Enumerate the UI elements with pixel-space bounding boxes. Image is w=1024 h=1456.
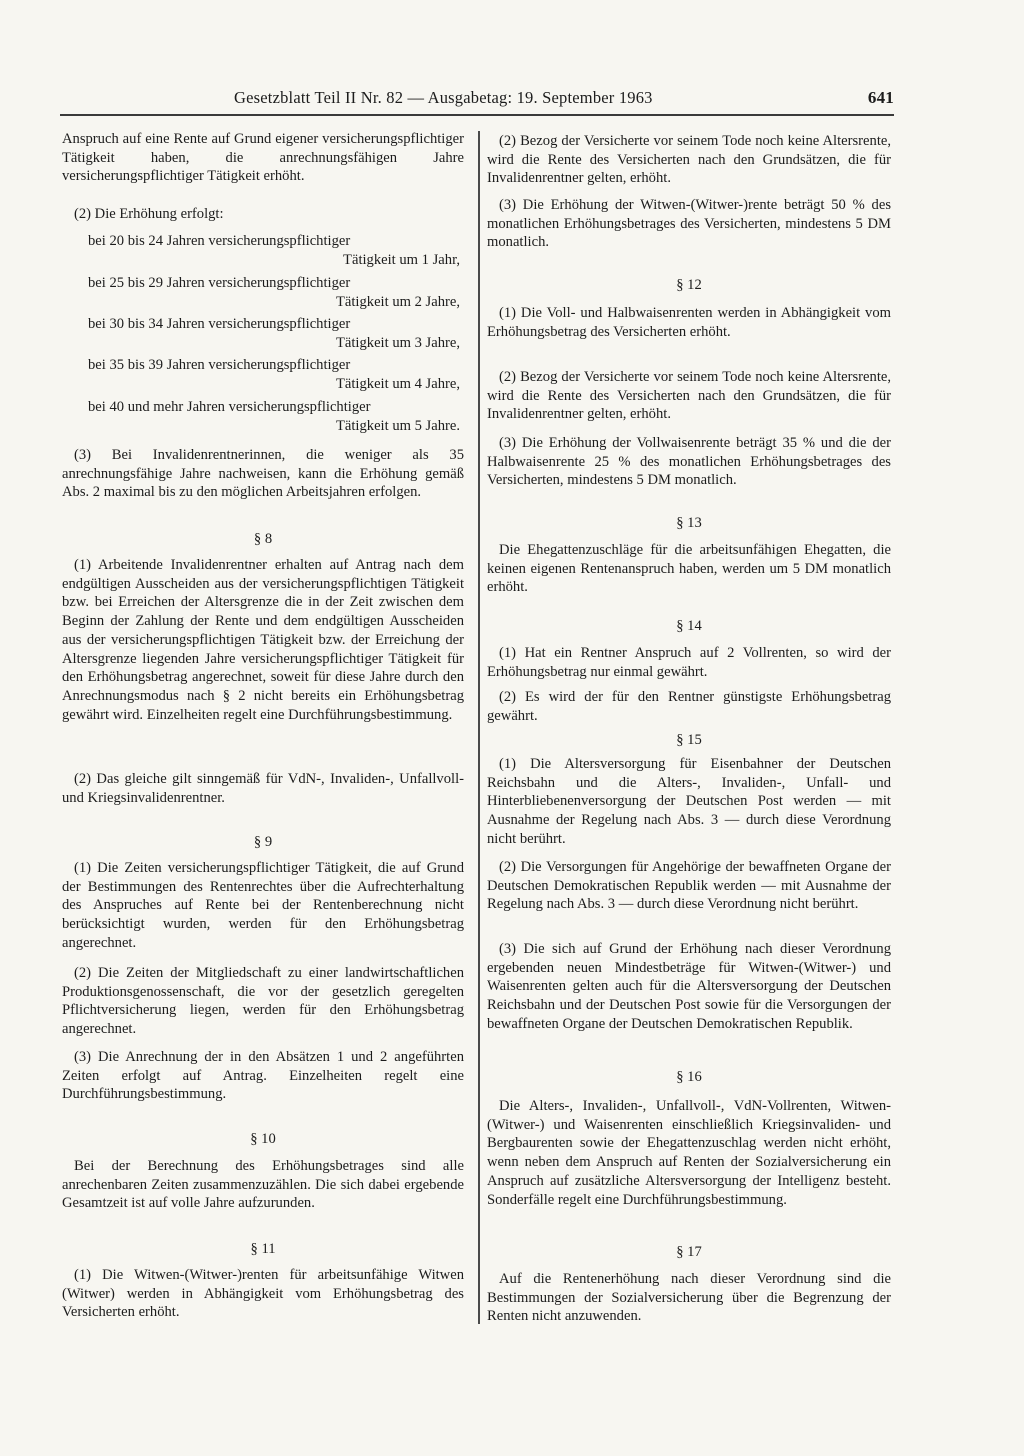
section-heading: § 13 (676, 515, 702, 531)
paragraph: (2) Es wird der für den Rentner günstigste Erhöhungsbetrag gewährt. (487, 689, 891, 724)
paragraph: Bei der Berechnung des Erhöhungsbetrages sind alle anrechenbaren Zeiten zusammenzuzählen. Die sich dabei ergebende Gesamtzeit ist auf volle Jahre aufzurunden. (62, 1158, 464, 1212)
header-rule (60, 114, 894, 116)
paragraph: (1) Die Zeiten versicherungspflichtiger Tätigkeit, die auf Grund der Bestimmungen des Rentenrechtes über die Aufrechterhaltung des Anspruches auf Rente bei der Rentenberechnung nicht berücksichtigt wurden, werden für den Erhöhungsbetrag angerechnet. (62, 860, 464, 951)
header-title: Gesetzblatt Teil II Nr. 82 — Ausgabetag: 19. September 1963 (234, 88, 653, 107)
list-item: bei 40 und mehr Jahren versicherungspflichtiger Tätigkeit um 5 Jahre. (88, 399, 460, 434)
paragraph: (1) Die Witwen-(Witwer-)renten für arbeitsunfähige Witwen (Witwer) werden in Abhängigkeit vom Erhöhungsbetrag des Versicherten erhöht. (62, 1267, 464, 1321)
paragraph: (3) Die Erhöhung der Vollwaisenrente beträgt 35 % und die der Halbwaisenrente 25 % des monatlichen Erhöhungsbetrages des Versicherten, mindestens 5 DM monatlich. (487, 435, 891, 489)
column-divider (478, 131, 480, 1324)
paragraph: Auf die Rentenerhöhung nach dieser Verordnung sind die Bestimmungen der Sozialversicherung über die Begrenzung der Renten nicht anzuwenden. (487, 1271, 891, 1325)
section-heading: § 15 (676, 732, 702, 748)
paragraph: Die Ehegattenzuschläge für die arbeitsunfähigen Ehegatten, die keinen eigenen Rentenanspruch haben, werden um 5 DM monatlich erhöht. (487, 542, 891, 596)
paragraph: (2) Die Versorgungen für Angehörige der bewaffneten Organe der Deutschen Demokratischen Republik werden — mit Ausnahme der Regelung nach Abs. 3 — durch diese Verordnung nicht berührt. (487, 859, 891, 913)
list-item: bei 30 bis 34 Jahren versicherungspflichtiger Tätigkeit um 3 Jahre, (88, 316, 460, 351)
list-item: bei 35 bis 39 Jahren versicherungspflichtiger Tätigkeit um 4 Jahre, (88, 357, 460, 392)
section-heading: § 8 (253, 531, 273, 547)
paragraph: (3) Die sich auf Grund der Erhöhung nach dieser Verordnung ergebenden neuen Mindestbeträge für Witwen-(Witwer-) und Waisenrenten gelten auch für die Altersversorgung der Deutschen Reichsbahn und der Deutschen Post sowie für die Versorgungen der bewaffneten Organe der Deutschen Demokratischen Republik. (487, 941, 891, 1032)
paragraph: (2) Bezog der Versicherte vor seinem Tode noch keine Altersrente, wird die Rente des Versicherten nach den Grundsätzen, die für Invalidenrentner gelten, erhöht. (487, 369, 891, 423)
paragraph: (3) Die Erhöhung der Witwen-(Witwer-)rente beträgt 50 % des monatlichen Erhöhungsbetrages des Versicherten, mindestens 5 DM monatlich. (487, 197, 891, 251)
paragraph: Die Alters-, Invaliden-, Unfallvoll-, VdN-Vollrenten, Witwen-(Witwer-) und Waisenrenten einschließlich Kriegsinvaliden- und Bergbaurenten sowie der Ehegattenzuschlag werden nicht erhöht, wenn neben dem Anspruch auf Renten der Sozialversicherung ein Anspruch auf zusätzliche Altersversorgung der Intelligenz besteht. Sonderfälle regelt eine Durchführungsbestimmung. (487, 1098, 891, 1208)
paragraph: (2) Das gleiche gilt sinngemäß für VdN-, Invaliden-, Unfallvoll- und Kriegsinvalidenrentner. (62, 771, 464, 806)
section-heading: § 11 (250, 1241, 276, 1257)
paragraph: (2) Die Zeiten der Mitgliedschaft zu einer landwirtschaftlichen Produktionsgenossenschaft, die vor der gesetzlich geregelten Pflichtversicherung liegen, werden für den Erhöhungsbetrag angerechnet. (62, 965, 464, 1038)
list-item: bei 25 bis 29 Jahren versicherungspflichtiger Tätigkeit um 2 Jahre, (88, 275, 460, 310)
section-heading: § 17 (676, 1244, 702, 1260)
section-heading: § 9 (253, 834, 273, 850)
page-number: 641 (867, 88, 894, 107)
paragraph: (3) Bei Invalidenrentnerinnen, die weniger als 35 anrechnungsfähige Jahre nachweisen, kann die Erhöhung gemäß Abs. 2 maximal bis zu den möglichen Arbeitsjahren erfolgen. (62, 447, 464, 501)
section-heading: § 16 (676, 1069, 702, 1085)
page-header (60, 88, 894, 112)
paragraph: (3) Die Anrechnung der in den Absätzen 1 und 2 angeführten Zeiten erfolgt auf Antrag. Einzelheiten regelt eine Durchführungsbestimmung. (62, 1049, 464, 1103)
paragraph: (1) Hat ein Rentner Anspruch auf 2 Vollrenten, so wird der Erhöhungsbetrag nur einmal gewährt. (487, 645, 891, 680)
paragraph: (2) Bezog der Versicherte vor seinem Tode noch keine Altersrente, wird die Rente des Versicherten nach den Grundsätzen, die für Invalidenrentner gelten, erhöht. (487, 133, 891, 187)
paragraph: (1) Die Altersversorgung für Eisenbahner der Deutschen Reichsbahn und die Alters-, Invaliden-, Unfall- und Hinterbliebenenversorgung der Deutschen Post werden — mit Ausnahme der Regelung nach Abs. 3 — durch diese Verordnung nicht berührt. (487, 756, 891, 847)
section-heading: § 10 (250, 1131, 276, 1147)
paragraph: (2) Die Erhöhung erfolgt: (74, 206, 224, 222)
paragraph: Anspruch auf eine Rente auf Grund eigener versicherungspflichtiger Tätigkeit haben, die anrechnungsfähigen Jahre versicherungspflichtiger Tätigkeit erhöht. (62, 131, 464, 185)
paragraph: (1) Die Voll- und Halbwaisenrenten werden in Abhängigkeit vom Erhöhungsbetrag des Versicherten erhöht. (487, 305, 891, 340)
section-heading: § 12 (676, 277, 702, 293)
section-heading: § 14 (676, 618, 702, 634)
paragraph: (1) Arbeitende Invalidenrentner erhalten auf Antrag nach dem endgültigen Ausscheiden aus der versicherungspflichtigen Tätigkeit bzw. bei Erreichen der Altersgrenze die in der Zeit zwischen dem Beginn der Zahlung der Rente und dem endgültigen Ausscheiden aus der versicherungspflichtigen Tätigkeit bzw. der Erreichung der Altersgrenze liegenden Jahre versicherungspflichtiger Tätigkeit für den Erhöhungsbetrag angerechnet, soweit für diese Jahre durch den Anrechnungsmodus nach § 2 nicht bereits ein Erhöhungsbetrag gewährt wird. Einzelheiten regelt eine Durchführungsbestimmung. (62, 557, 464, 723)
list-item: bei 20 bis 24 Jahren versicherungspflichtiger Tätigkeit um 1 Jahr, (88, 233, 460, 268)
